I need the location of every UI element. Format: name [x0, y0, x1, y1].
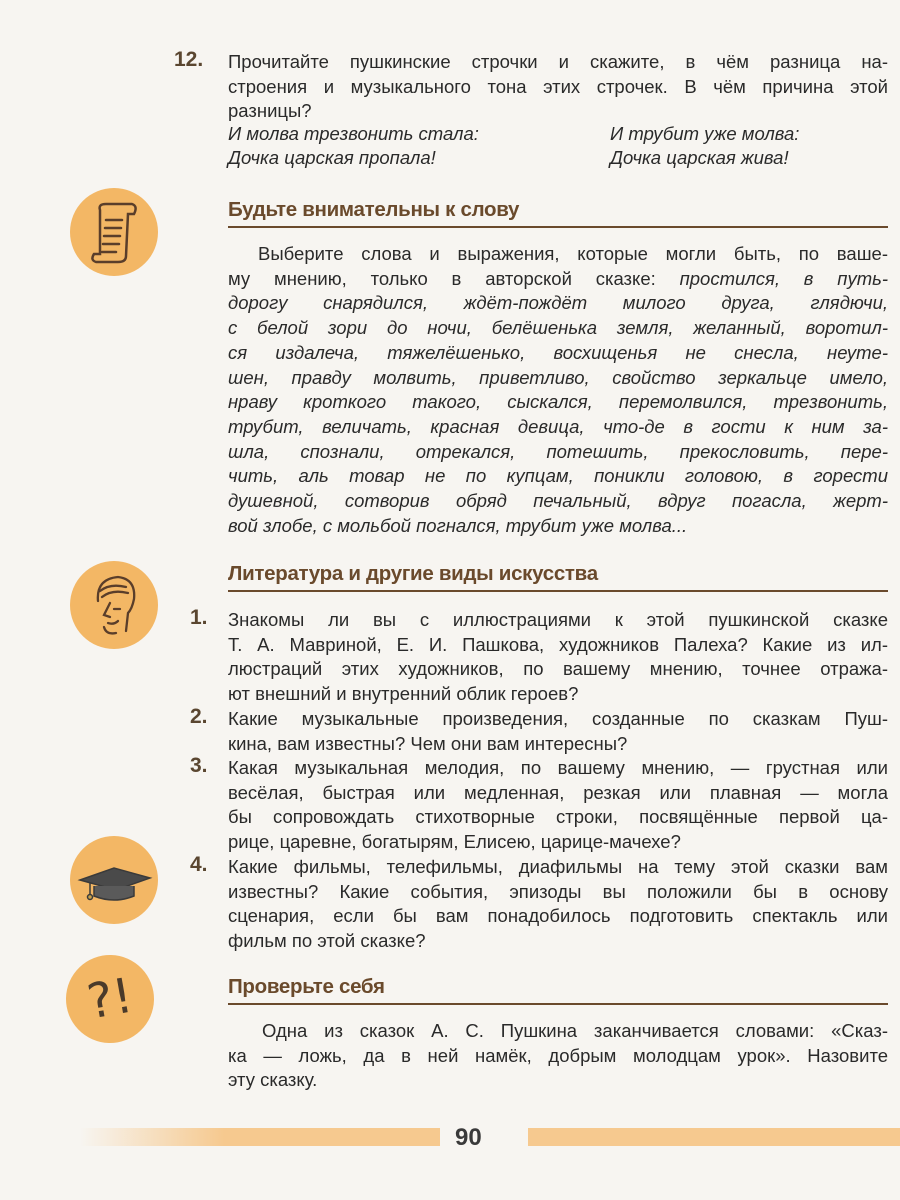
- text-segment: Знакомы ли вы с иллюстрациями к этой пушкинской сказке: [228, 609, 888, 630]
- italic-text: трубит, величать, красная девица, что-де в гости к ним за-: [228, 415, 888, 437]
- text-segment: кина, вам известны? Чем они вам интересны?: [228, 732, 628, 754]
- text-segment: весёлая, быстрая или медленная, резкая или плавная — могла: [228, 781, 888, 803]
- text-segment: эту сказку.: [228, 1069, 318, 1091]
- text-line: [228, 415, 888, 439]
- text-segment: фильм по этой сказке?: [228, 930, 426, 952]
- section-heading-check: Проверьте себя: [228, 975, 888, 1005]
- text-line: [228, 50, 888, 74]
- text-line: [228, 75, 888, 99]
- text-line: [228, 440, 888, 464]
- text-line: [228, 464, 888, 488]
- poem-right-2: Дочка царская жива!: [610, 147, 789, 168]
- page-number: 90: [455, 1124, 482, 1151]
- text-line: [258, 242, 888, 266]
- text-line: [228, 805, 888, 829]
- text-line: [228, 1068, 888, 1092]
- text-line: [228, 1044, 888, 1068]
- text-segment: разницы?: [228, 100, 312, 122]
- text-line: [228, 390, 888, 414]
- italic-text: нраву кроткого такого, сыскался, перемолвился, трезвонить,: [228, 391, 888, 413]
- text-segment: сценария, если бы вам понадобилось подготовить спектакль или: [228, 905, 888, 927]
- text-segment: бы сопровождать стихотворные строки, посвящённые первой ца-: [228, 806, 888, 828]
- text-line: [228, 341, 888, 365]
- text-line: [228, 732, 888, 756]
- text-line: [228, 608, 888, 632]
- italic-text: дорогу снарядился, ждёт-пождёт милого друга, глядючи,: [228, 292, 888, 314]
- text-segment: известны? Какие события, эпизоды вы положили бы в основу: [228, 880, 888, 902]
- text-segment: Прочитайте пушкинские строчки и скажите, в чём разница на-: [228, 51, 888, 72]
- text-line: [228, 707, 888, 731]
- text-line: [228, 366, 888, 390]
- text-line: [228, 880, 888, 904]
- italic-text: шла, спознали, отрекался, потешить, прекословить, пере-: [228, 440, 888, 462]
- question-number: 4.: [190, 853, 208, 876]
- text-segment: Какие фильмы, телефильмы, диафильмы на тему этой сказки вам: [228, 856, 888, 877]
- question-number-12: 12.: [174, 48, 204, 71]
- text-line: [228, 514, 888, 538]
- text-line: [262, 1019, 888, 1043]
- text-line: [228, 489, 888, 513]
- text-line: [228, 316, 888, 340]
- footer-bar-left: [80, 1128, 440, 1146]
- text-line: [228, 855, 888, 879]
- text-segment: Одна из сказок А. С. Пушкина заканчивается словами: «Сказ-: [262, 1020, 888, 1041]
- text-line: [228, 904, 888, 928]
- text-segment: Какая музыкальная мелодия, по вашему мнению, — грустная или: [228, 757, 888, 778]
- scroll-icon: [70, 188, 158, 276]
- text-line: [228, 291, 888, 315]
- italic-text: простился, в путь-: [679, 267, 888, 289]
- question-number: 2.: [190, 705, 208, 728]
- italic-text: шен, правду молвить, приветливо, свойство зеркальце имело,: [228, 366, 888, 388]
- italic-text: чить, аль товар не по купцам, поникли головою, в горести: [228, 465, 888, 487]
- text-line: [228, 267, 888, 291]
- text-segment: Какие музыкальные произведения, созданные по сказкам Пуш-: [228, 708, 888, 729]
- greek-head-icon: [70, 561, 158, 649]
- text-segment: ют внешний и внутренний облик героев?: [228, 683, 579, 705]
- italic-text: ся издалеча, тяжелёшенько, восхищенья не снесла, неуте-: [228, 341, 888, 363]
- section-heading-arts: Литература и другие виды искусства: [228, 562, 888, 592]
- italic-text: с белой зори до ночи, белёшенька земля, желанный, воротил-: [228, 317, 888, 339]
- italic-text: душевной, сотворив обряд печальный, вдруг погасла, жерт-: [228, 490, 888, 511]
- question-exclamation-icon: [59, 948, 161, 1050]
- text-line: [228, 929, 888, 953]
- text-line: [228, 633, 888, 657]
- section-heading-words: Будьте внимательны к слову: [228, 198, 888, 228]
- question-number: 1.: [190, 606, 208, 629]
- icon-glyph: ?!: [83, 967, 137, 1031]
- text-segment: люстраций этих художников, по вашему мнению, точнее отража-: [228, 658, 888, 680]
- text-line: [228, 756, 888, 780]
- text-line: [228, 830, 888, 854]
- poem-left-2: Дочка царская пропала!: [228, 147, 436, 168]
- text-segment: ка — ложь, да в ней намёк, добрым молодцам урок». Назовите: [228, 1044, 888, 1066]
- poem-left-1: И молва трезвонить стала:: [228, 123, 479, 144]
- text-segment: му мнению, только в авторской сказке:: [228, 267, 680, 289]
- text-line: [228, 682, 888, 706]
- text-segment: рице, царевне, богатырям, Елисею, царице-мачехе?: [228, 831, 681, 853]
- poem-right-1: И трубит уже молва:: [610, 123, 800, 144]
- graduation-cap-icon: [70, 836, 158, 924]
- text-line: [228, 781, 888, 805]
- italic-text: вой злобе, с мольбой погнался, трубит уже молва...: [228, 514, 688, 536]
- text-line: [228, 99, 888, 123]
- text-segment: Т. А. Мавриной, Е. И. Пашкова, художников Палеха? Какие из ил-: [228, 633, 888, 655]
- question-number: 3.: [190, 754, 208, 777]
- text-segment: Выберите слова и выражения, которые могли быть, по ваше-: [258, 243, 888, 264]
- text-segment: строения и музыкального тона этих строчек. В чём причина этой: [228, 75, 888, 97]
- footer-bar-right: [528, 1128, 900, 1146]
- text-line: [228, 657, 888, 681]
